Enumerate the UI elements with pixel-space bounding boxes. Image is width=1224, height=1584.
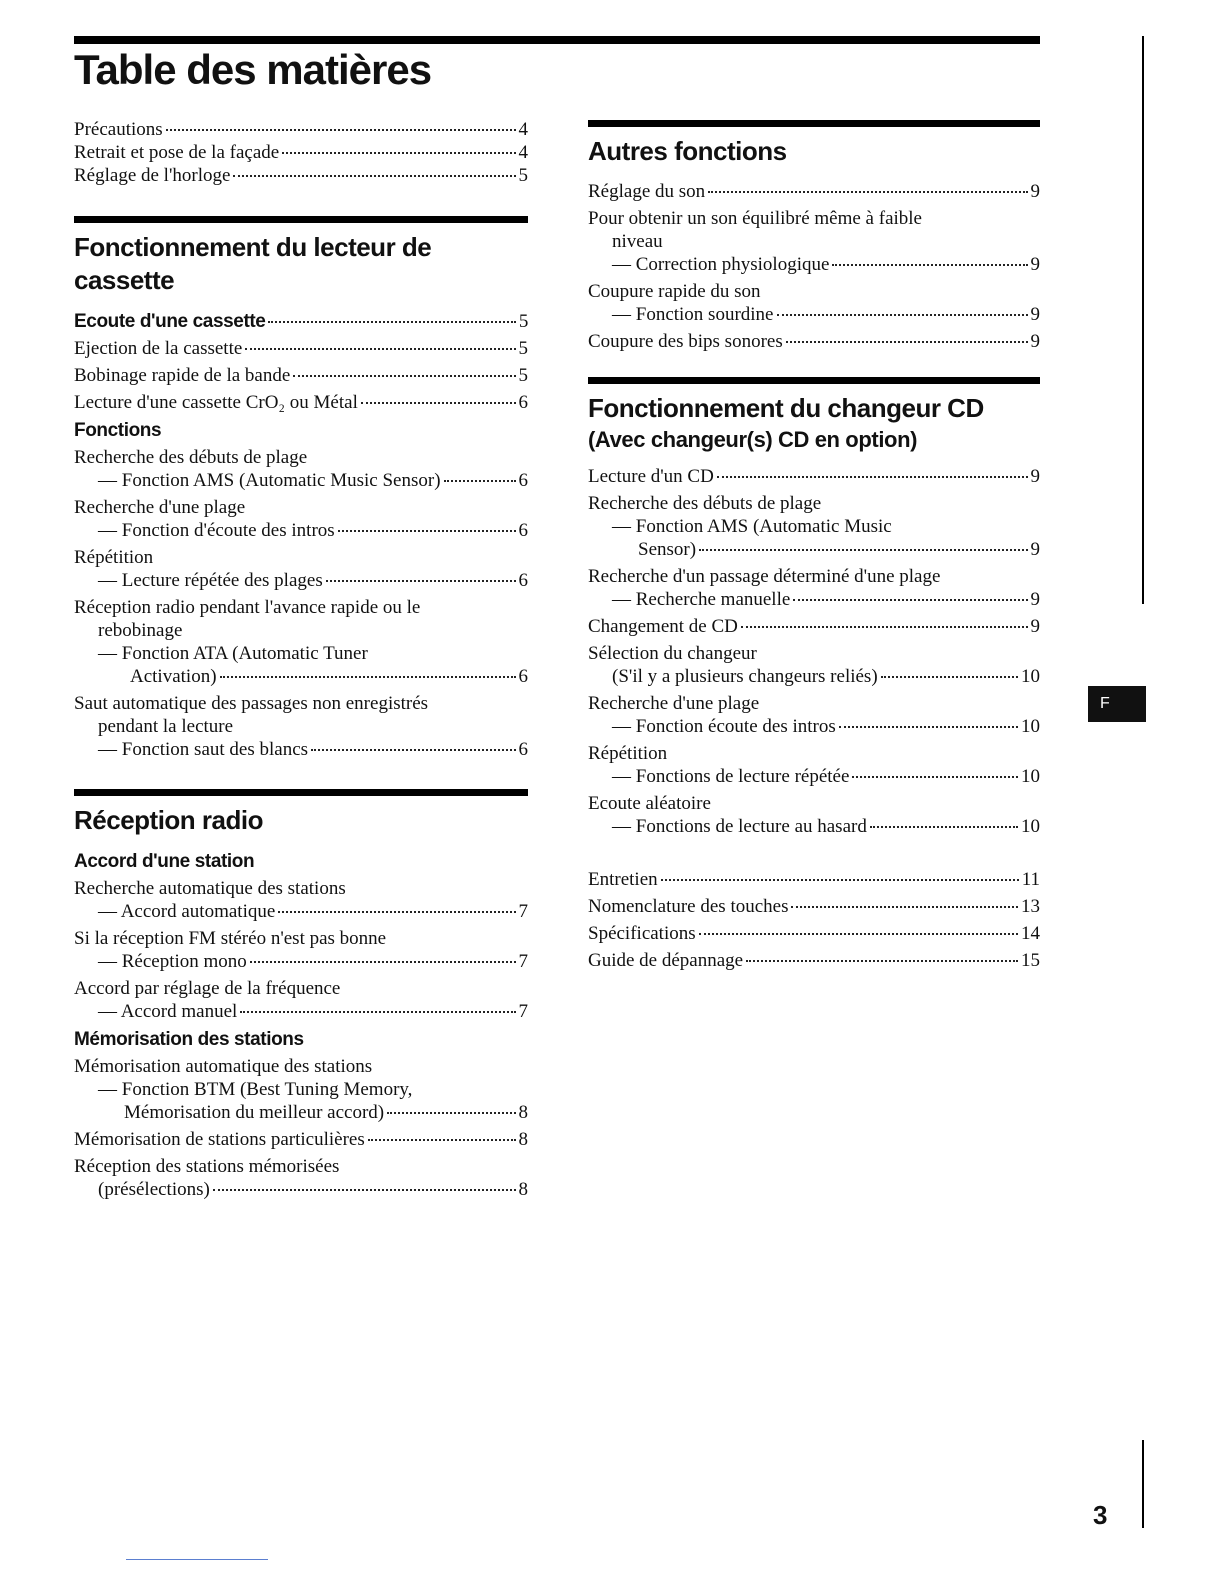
toc-entry[interactable]: Guide de dépannage 15 bbox=[588, 950, 1040, 971]
toc-entry[interactable]: Activation) 6 bbox=[130, 666, 528, 687]
toc-entry[interactable]: — Fonction AMS (Automatic Music Sensor) 6 bbox=[98, 470, 528, 491]
toc-group: Recherche automatique des stations — Accord automatique 7 bbox=[74, 878, 528, 922]
toc-group: Accord par réglage de la fréquence — Accord manuel 7 bbox=[74, 978, 528, 1022]
toc-group: Si la réception FM stéréo n'est pas bonne — Réception mono 7 bbox=[74, 928, 528, 972]
language-tab: F bbox=[1088, 686, 1146, 722]
toc-entry[interactable]: — Accord manuel 7 bbox=[98, 1001, 528, 1022]
toc-subheading: Fonctions bbox=[74, 420, 162, 441]
toc-entry[interactable]: Réglage du son 9 bbox=[588, 181, 1040, 202]
toc-entry[interactable]: — Accord automatique 7 bbox=[98, 901, 528, 922]
toc-entry[interactable]: Coupure des bips sonores 9 bbox=[588, 331, 1040, 352]
toc-entry[interactable]: Lecture d'une cassette CrO₂ ou Métal 6 bbox=[74, 392, 528, 413]
right-margin-line bbox=[1142, 36, 1144, 604]
toc-group: Recherche d'une plage — Fonction d'écoute des intros 6 bbox=[74, 497, 528, 541]
toc-entry[interactable]: — Fonction écoute des intros 10 bbox=[612, 716, 1040, 737]
toc-group: Recherche des débuts de plage — Fonction AMS (Automatic Music Sensor) 9 bbox=[588, 493, 1040, 560]
toc-entry[interactable]: Retrait et pose de la façade 4 bbox=[74, 142, 528, 163]
toc-entry[interactable]: — Réception mono 7 bbox=[98, 951, 528, 972]
section-rule bbox=[588, 120, 1040, 127]
right-column bbox=[588, 120, 1040, 976]
toc-entry[interactable]: — Fonction saut des blancs 6 bbox=[98, 739, 528, 760]
toc-entry[interactable]: Sensor) 9 bbox=[638, 539, 1040, 560]
section-title-radio: Réception radio bbox=[74, 805, 263, 835]
toc-group: Pour obtenir un son équilibré même à faible niveau — Correction physiologique 9 bbox=[588, 208, 1040, 275]
toc-group: Répétition — Lecture répétée des plages 6 bbox=[74, 547, 528, 591]
toc-group: Réception des stations mémorisées (présélections) 8 bbox=[74, 1156, 528, 1200]
toc-entry[interactable]: Nomenclature des touches 13 bbox=[588, 896, 1040, 917]
toc-entry[interactable]: Entretien 11 bbox=[588, 869, 1040, 890]
toc-entry[interactable]: — Fonction sourdine 9 bbox=[612, 304, 1040, 325]
section-title-cassette: Fonctionnement du lecteur de bbox=[74, 232, 432, 262]
toc-entry[interactable]: — Fonctions de lecture au hasard 10 bbox=[612, 816, 1040, 837]
section-title-autres: Autres fonctions bbox=[588, 136, 787, 166]
toc-group: Coupure rapide du son — Fonction sourdine 9 bbox=[588, 281, 1040, 325]
footer-link-line bbox=[126, 1559, 268, 1560]
toc-entry[interactable]: Ejection de la cassette 5 bbox=[74, 338, 528, 359]
toc-group: Mémorisation automatique des stations — Fonction BTM (Best Tuning Memory, Mémorisation du meilleur accord) 8 bbox=[74, 1056, 528, 1123]
toc-entry[interactable]: Mémorisation de stations particulières 8 bbox=[74, 1129, 528, 1150]
toc-entry[interactable]: Spécifications 14 bbox=[588, 923, 1040, 944]
toc-entry[interactable]: (S'il y a plusieurs changeurs reliés) 10 bbox=[612, 666, 1040, 687]
toc-group: Réception radio pendant l'avance rapide ou le rebobinage — Fonction ATA (Automatic Tuner Activation) 6 bbox=[74, 597, 528, 687]
toc-group: Ecoute aléatoire — Fonctions de lecture au hasard 10 bbox=[588, 793, 1040, 837]
left-column bbox=[74, 118, 528, 1205]
section-title-cassette-line2: cassette bbox=[74, 265, 175, 295]
toc-group: Répétition — Fonctions de lecture répétée 10 bbox=[588, 743, 1040, 787]
toc-group: Saut automatique des passages non enregistrés pendant la lecture — Fonction saut des blancs 6 bbox=[74, 693, 528, 760]
toc-entry[interactable]: Changement de CD 9 bbox=[588, 616, 1040, 637]
toc-entry[interactable]: — Fonction d'écoute des intros 6 bbox=[98, 520, 528, 541]
toc-entry[interactable]: Mémorisation du meilleur accord) 8 bbox=[124, 1102, 528, 1123]
section-rule bbox=[588, 377, 1040, 384]
section-subtitle-cd: (Avec changeur(s) CD en option) bbox=[588, 427, 918, 452]
toc-entry[interactable]: Réglage de l'horloge 5 bbox=[74, 165, 528, 186]
toc-subheading[interactable]: Ecoute d'une cassette 5 bbox=[74, 311, 528, 332]
toc-subheading: Mémorisation des stations bbox=[74, 1029, 304, 1050]
toc-entry[interactable]: Bobinage rapide de la bande 5 bbox=[74, 365, 528, 386]
toc-entry[interactable]: — Correction physiologique 9 bbox=[612, 254, 1040, 275]
toc-group: Sélection du changeur (S'il y a plusieurs changeurs reliés) 10 bbox=[588, 643, 1040, 687]
toc-entry[interactable]: Précautions 4 bbox=[74, 119, 528, 140]
toc-entry[interactable]: Lecture d'un CD 9 bbox=[588, 466, 1040, 487]
page-title: Table des matières bbox=[74, 46, 432, 93]
section-rule bbox=[74, 789, 528, 796]
toc-entry[interactable]: (présélections) 8 bbox=[98, 1179, 528, 1200]
toc-entry[interactable]: — Recherche manuelle 9 bbox=[612, 589, 1040, 610]
right-margin-line-bottom bbox=[1142, 1440, 1144, 1528]
section-title-cd: Fonctionnement du changeur CD bbox=[588, 393, 984, 423]
toc-group: Recherche des débuts de plage — Fonction AMS (Automatic Music Sensor) 6 bbox=[74, 447, 528, 491]
top-rule bbox=[74, 36, 1040, 44]
section-rule bbox=[74, 216, 528, 223]
toc-subheading: Accord d'une station bbox=[74, 851, 255, 872]
page-number: 3 bbox=[1093, 1500, 1108, 1530]
toc-group: Recherche d'un passage déterminé d'une plage — Recherche manuelle 9 bbox=[588, 566, 1040, 610]
toc-group: Recherche d'une plage — Fonction écoute des intros 10 bbox=[588, 693, 1040, 737]
toc-entry[interactable]: — Lecture répétée des plages 6 bbox=[98, 570, 528, 591]
toc-entry[interactable]: — Fonctions de lecture répétée 10 bbox=[612, 766, 1040, 787]
